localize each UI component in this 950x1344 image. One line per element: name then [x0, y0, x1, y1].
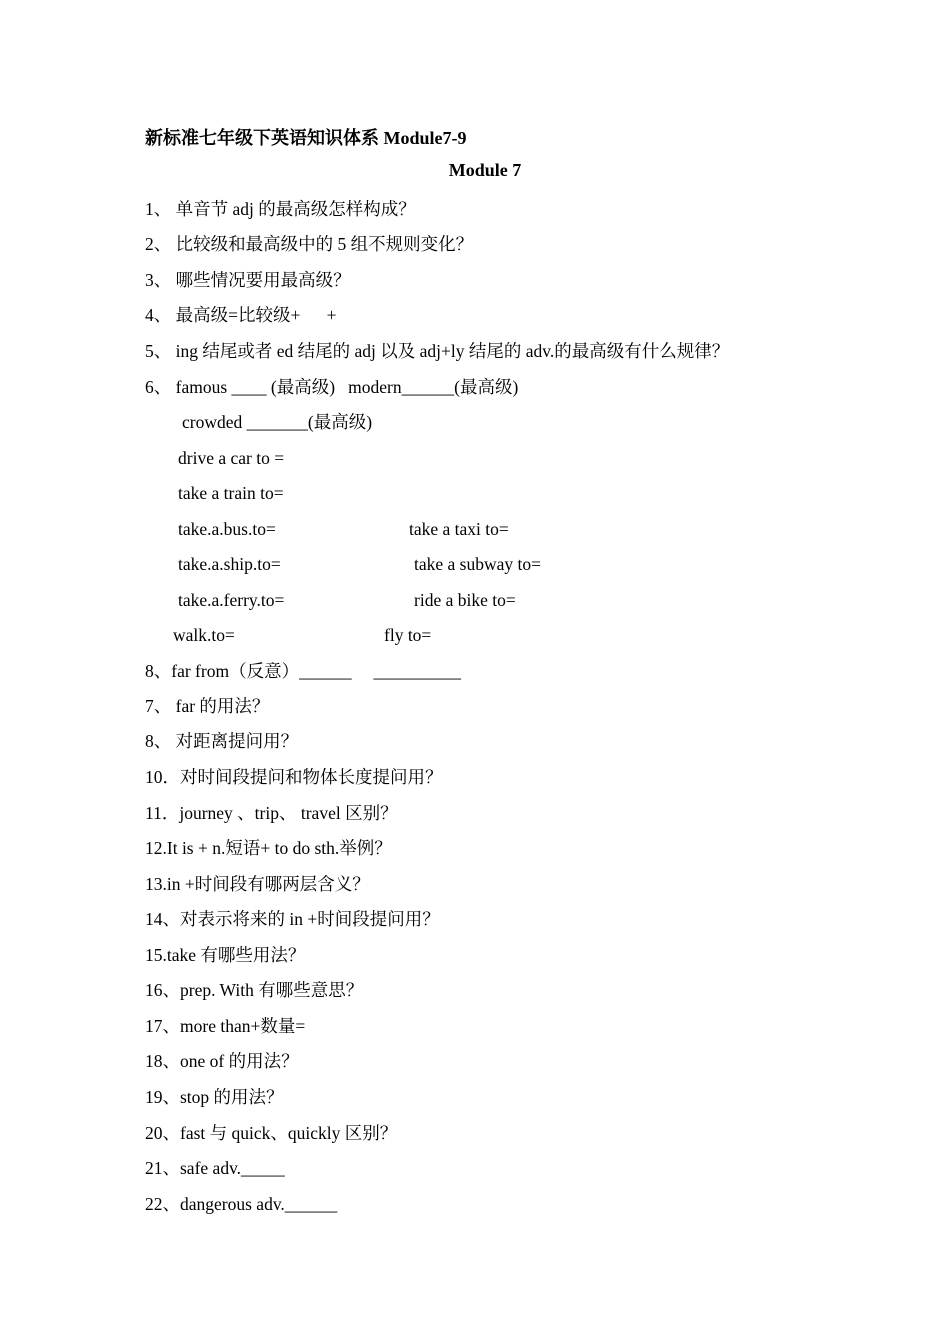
phrase-take-subway: take a subway to= — [414, 554, 541, 574]
question-19: 19、stop 的用法？ — [145, 1087, 284, 1107]
question-7: 7、 far 的用法？ — [145, 696, 270, 716]
question-8: 8、 对距离提问用？ — [145, 731, 299, 751]
phrase-fly: fly to= — [384, 625, 432, 645]
question-3: 3、 哪些情况要用最高级？ — [145, 270, 351, 290]
phrase-ride-bike: ride a bike to= — [414, 590, 516, 610]
question-20: 20、fast 与 quick、quickly 区别？ — [145, 1123, 398, 1143]
question-6-crowded: crowded _______(最高级) — [182, 412, 373, 432]
question-13: 13.in +时间段有哪两层含义？ — [145, 874, 370, 894]
phrase-take-train: take a train to= — [178, 483, 284, 503]
phrase-take-bus: take.a.bus.to= — [178, 519, 276, 539]
question-17: 17、more than+数量= — [145, 1016, 306, 1036]
question-1: 1、 单音节 adj 的最高级怎样构成？ — [145, 199, 416, 219]
question-14: 14、对表示将来的 in +时间段提问用？ — [145, 909, 440, 929]
phrase-take-taxi: take a taxi to= — [409, 519, 509, 539]
question-12: 12.It is + n.短语+ to do sth.举例？ — [145, 838, 392, 858]
question-15: 15.take 有哪些用法？ — [145, 945, 306, 965]
question-22: 22、dangerous adv.______ — [145, 1194, 338, 1214]
question-16: 16、prep. With 有哪些意思？ — [145, 980, 364, 1000]
module-heading: Module 7 — [448, 160, 522, 180]
document-title: 新标准七年级下英语知识体系 Module7-9 — [145, 128, 467, 148]
phrase-drive-car: drive a car to = — [178, 448, 285, 468]
phrase-take-ship: take.a.ship.to= — [178, 554, 281, 574]
phrase-take-ferry: take.a.ferry.to= — [178, 590, 285, 610]
question-2: 2、 比较级和最高级中的 5 组不规则变化？ — [145, 234, 474, 254]
phrase-walk: walk.to= — [173, 625, 235, 645]
question-5: 5、 ing 结尾或者 ed 结尾的 adj 以及 adj+ly 结尾的 adv.的最高级有什么规律？ — [145, 341, 730, 361]
question-11: 11．journey 、trip、 travel 区别？ — [145, 803, 398, 823]
question-21: 21、safe adv._____ — [145, 1158, 285, 1178]
question-4: 4、 最高级=比较级+ + — [145, 305, 337, 325]
question-6: 6、 famous ____ (最高级) modern______(最高级) — [145, 377, 519, 397]
question-18: 18、one of 的用法？ — [145, 1051, 299, 1071]
question-far-from: 8、far from（反意）______ __________ — [145, 661, 461, 681]
question-10: 10．对时间段提问和物体长度提问用？ — [145, 767, 443, 787]
